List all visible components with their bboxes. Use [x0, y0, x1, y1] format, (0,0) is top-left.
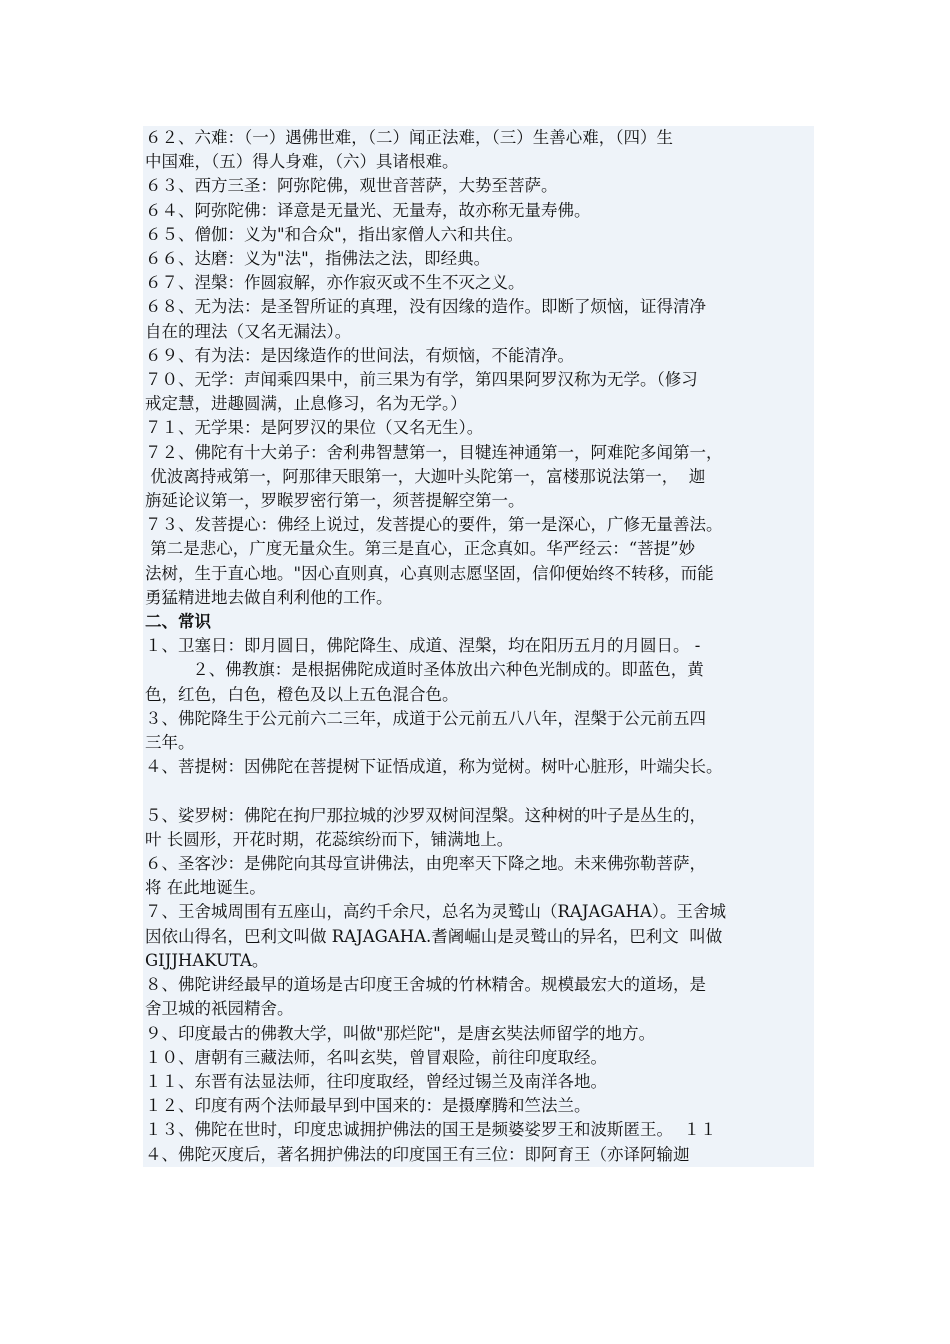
blank-line: [145, 779, 810, 803]
text-line: ６２、六难：（一）遇佛世难，（二）闻正法难，（三）生善心难，（四）生: [145, 128, 673, 147]
text-line: １０、唐朝有三藏法师，名叫玄奘，曾冒艰险，前往印度取经。: [145, 1047, 607, 1067]
text-line: 优波离持戒第一，阿那律天眼第一，大迦叶头陀第一，富楼那说法第一， 迦: [145, 466, 706, 486]
text-line: １、卫塞日：即月圆日，佛陀降生、成道、涅槃，均在阳历五月的月圆日。 -: [145, 636, 701, 656]
text-line: 色，红色，白色，橙色及以上五色混合色。: [145, 684, 459, 704]
text-line: ７２、佛陀有十大弟子：舍利弗智慧第一，目犍连神通第一，阿难陀多闻第一，: [145, 442, 723, 462]
text-line: ７０、无学：声闻乘四果中，前三果为有学，第四果阿罗汉称为无学。（修习: [145, 370, 698, 390]
text-line: ９、印度最古的佛教大学，叫做"那烂陀"，是唐玄奘法师留学的地方。: [145, 1023, 656, 1043]
document-body: [143, 126, 814, 1167]
text-line: ６９、有为法：是因缘造作的世间法，有烦恼，不能清净。: [145, 345, 574, 365]
text-line: 中国难，（五）得人身难，（六）具诸根难。: [145, 152, 459, 172]
text-line: ４、佛陀灭度后，著名拥护佛法的印度国王有三位：即阿育王（亦译阿输迦: [145, 1144, 690, 1164]
text-line: 法树，生于直心地。"因心直则真，心真则志愿坚固，信仰便始终不转移，而能: [145, 563, 714, 583]
text-line: ７、王舍城周围有五座山，高约千余尺，总名为灵鹫山（RAJAGAHA）。王舍城: [145, 902, 727, 922]
text-line: 将 在此地诞生。: [145, 878, 266, 898]
text-line: ８、佛陀讲经最早的道场是古印度王舍城的竹林精舍。规模最宏大的道场，是: [145, 975, 706, 995]
text-line: ６３、西方三圣：阿弥陀佛，观世音菩萨，大势至菩萨。: [145, 176, 558, 196]
text-line: 戒定慧，进趣圆满，止息修习，名为无学。）: [145, 394, 467, 414]
text-line: ４、菩提树：因佛陀在菩提树下证悟成道，称为觉树。树叶心脏形，叶端尖长。: [145, 757, 723, 777]
section-heading: 二、常识: [145, 612, 211, 632]
text-line: ６８、无为法：是圣智所证的真理，没有因缘的造作。即断了烦恼，证得清净: [145, 297, 706, 317]
text-line: ６４、阿弥陀佛：译意是无量光、无量寿，故亦称无量寿佛。: [145, 200, 591, 220]
text-line: 因依山得名，巴利文叫做 RAJAGAHA.耆阇崛山是灵鹫山的异名，巴利文 叫做: [145, 926, 723, 946]
text-line: ２、佛教旗：是根据佛陀成道时圣体放出六种色光制成的。即蓝色，黄: [145, 660, 704, 680]
text-line: ６７、涅槃：作圆寂解，亦作寂灭或不生不灭之义。: [145, 273, 525, 293]
text-line: ３、佛陀降生于公元前六二三年，成道于公元前五八八年，涅槃于公元前五四: [145, 708, 706, 728]
text-line: １２、印度有两个法师最早到中国来的：是摄摩腾和竺法兰。: [145, 1096, 591, 1116]
text-line: 自在的理法（又名无漏法）。: [145, 321, 352, 341]
text-line: 叶 长圆形，开花时期，花蕊缤纷而下，铺满地上。: [145, 829, 514, 849]
text-line: 旃延论议第一，罗睺罗密行第一，须菩提解空第一。: [145, 491, 525, 511]
text-line: ７３、发菩提心：佛经上说过，发菩提心的要件，第一是深心，广修无量善法。: [145, 515, 723, 535]
text-line: ６、圣客沙：是佛陀向其母宣讲佛法，由兜率天下降之地。未来佛弥勒菩萨，: [145, 854, 706, 874]
text-line: ６６、达磨：义为"法"，指佛法之法，即经典。: [145, 249, 491, 269]
text-line: 第二是悲心，广度无量众生。第三是直心，正念真如。华严经云：“菩提”妙: [145, 539, 696, 559]
text-line: ６５、僧伽：义为"和合众"，指出家僧人六和共住。: [145, 224, 524, 244]
text-line: 舍卫城的祇园精舍。: [145, 999, 294, 1019]
text-line: ７１、无学果：是阿罗汉的果位（又名无生）。: [145, 418, 484, 438]
text-line: 勇猛精进地去做自利利他的工作。: [145, 587, 393, 607]
text-line: ５、娑罗树：佛陀在拘尸那拉城的沙罗双树间涅槃。这种树的叶子是丛生的，: [145, 805, 706, 825]
text-line: １３、佛陀在世时，印度忠诚拥护佛法的国王是频婆娑罗王和波斯匿王。 １１: [145, 1120, 717, 1140]
text-line: 三年。: [145, 733, 195, 753]
text-line: １１、东晋有法显法师，往印度取经，曾经过锡兰及南洋各地。: [145, 1071, 607, 1091]
text-line: GIJJHAKUTA。: [145, 950, 269, 970]
